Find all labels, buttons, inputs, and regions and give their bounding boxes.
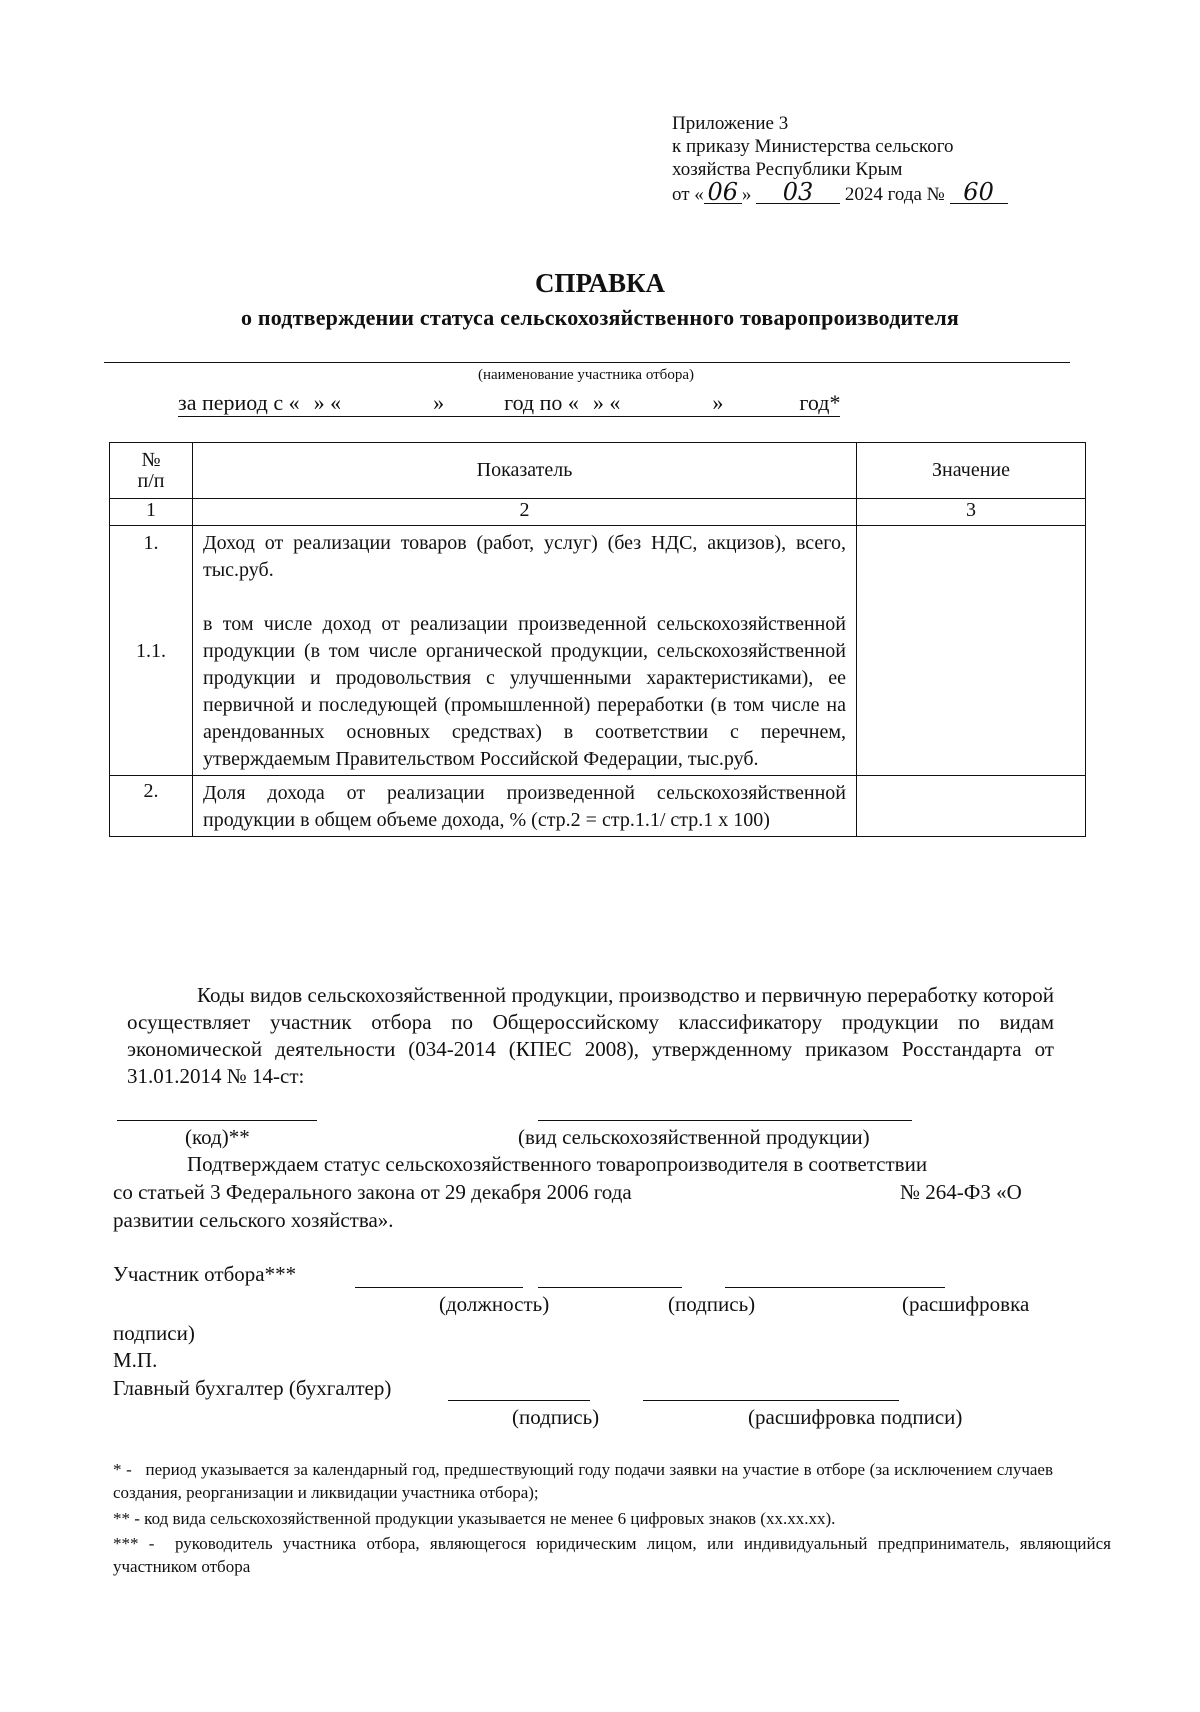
period-underlined: [178, 390, 840, 417]
signature-line: [538, 1287, 682, 1288]
code-line: [117, 1120, 317, 1121]
footnote-3-mark: *** -: [113, 1534, 155, 1553]
appendix-date-line: [672, 178, 1008, 206]
column-number-3: 3: [857, 499, 1086, 526]
row-1-text: Доход от реализации товаров (работ, услуг) (без НДС, акцизов), всего, тыс.руб.: [203, 532, 846, 581]
footnote-1-text: период указывается за календарный год, предшествующий году подачи заявки на участие в отборе (за исключением случаев создания, реорганизации и ликвидации участника отбора);: [113, 1460, 1053, 1502]
handwritten-number: 60: [950, 181, 1008, 204]
handwritten-day: 06: [704, 181, 742, 204]
year-text: 2024 года №: [844, 184, 945, 205]
decode-caption-b: подписи): [113, 1321, 195, 1345]
footnote-3-text: руководитель участника отбора, являющегося юридическим лицом, или индивидуальный предприниматель, являющийся участником отбора: [113, 1534, 1111, 1576]
table-header-row: [110, 443, 1086, 499]
date-prefix: от «: [672, 184, 704, 205]
confirm-line-3: развитии сельского хозяйства».: [113, 1208, 394, 1232]
appendix-line-1: Приложение 3: [672, 113, 789, 134]
participant-caption: (наименование участника отбора): [478, 367, 694, 383]
header-indicator: Показатель: [193, 443, 857, 499]
row-1-1-text: в том числе доход от реализации произведенной сельскохозяйственной продукции (в том числе органической продукции, сельскохозяйственной продукции и продовольствия с улучшенными характеристиками), ее первичной и последующей (промышленной) переработки (в том числе на арендованных основных средствах) в соответствии с перечнем, утверждаемым Правительством Российской Федерации, тыс.руб.: [203, 613, 846, 770]
period-q3: » «: [592, 390, 621, 415]
accountant-label: Главный бухгалтер (бухгалтер): [113, 1376, 392, 1400]
decode-line: [725, 1287, 945, 1288]
table-row: [110, 526, 1086, 776]
period-q2: »: [433, 390, 445, 415]
footnote-1-mark: * -: [113, 1460, 132, 1479]
row-indicator-text: [193, 526, 857, 776]
signature-caption: (подпись): [668, 1292, 756, 1316]
row-2-text: Доля дохода от реализации произведенной сельскохозяйственной продукции в общем объеме дохода, % (стр.2 = стр.1.1/ стр.1 х 100): [193, 776, 857, 837]
accountant-signature-caption: (подпись): [512, 1405, 600, 1429]
date-mid: »: [741, 184, 752, 205]
period-line: [178, 390, 840, 417]
position-caption: (должность): [439, 1292, 550, 1316]
footnote-2-text: код вида сельскохозяйственной продукции указывается не менее 6 цифровых знаков (хх.хх.хх).: [144, 1509, 836, 1528]
confirm-line-1: Подтверждаем статус сельскохозяйственного товаропроизводителя в соответствии: [187, 1152, 928, 1176]
participant-name-line: [104, 362, 1070, 363]
handwritten-month: 03: [756, 181, 840, 204]
decode-caption-a: (расшифровка: [902, 1292, 1030, 1316]
footnote-2-mark: ** -: [113, 1509, 140, 1528]
kind-caption: (вид сельскохозяйственной продукции): [518, 1125, 870, 1149]
codes-paragraph: Коды видов сельскохозяйственной продукции, производство и первичную переработку которой осуществляет участник отбора по Общероссийскому классификатору продукции по видам экономической деятельности (034-2014 (КПЕС 2008), утвержденному приказом Росстандарта от 31.01.2014 № 14-ст:: [127, 983, 1054, 1088]
table-column-numbers-row: [110, 499, 1086, 526]
stamp-label: М.П.: [113, 1348, 158, 1372]
column-number-2: 2: [193, 499, 857, 526]
appendix-line-2: к приказу Министерства сельского: [672, 136, 954, 157]
period-year-label: год по «: [504, 390, 579, 415]
appendix-line-3: хозяйства Республики Крым: [672, 159, 903, 180]
confirm-line-2a: со статьей 3 Федерального закона от 29 декабря 2006 года: [113, 1180, 632, 1204]
row-2-number: 2.: [110, 776, 193, 837]
period-from-label: за период с «: [178, 390, 300, 415]
document-title: СПРАВКА: [534, 268, 666, 298]
accountant-decode-caption: (расшифровка подписи): [748, 1405, 963, 1429]
footnote-2: [113, 1507, 835, 1530]
code-caption: (код)**: [185, 1125, 250, 1149]
row-numbers: 1. 1.1.: [110, 526, 193, 776]
header-number: № п/п: [110, 443, 193, 499]
footnote-3: [113, 1532, 1111, 1578]
appendix-block: [672, 112, 1008, 206]
period-q1: » «: [313, 390, 342, 415]
participant-label: Участник отбора***: [113, 1262, 297, 1286]
row-value: [857, 526, 1086, 776]
confirm-line-2b: № 264-ФЗ «О: [900, 1180, 1022, 1204]
header-value: Значение: [857, 443, 1086, 499]
footnote-1: [113, 1458, 1053, 1504]
position-line: [355, 1287, 523, 1288]
accountant-signature-line: [448, 1400, 590, 1401]
kind-line: [538, 1120, 912, 1121]
indicators-table: [109, 442, 1086, 837]
period-q4: »: [712, 390, 724, 415]
column-number-1: 1: [110, 499, 193, 526]
accountant-decode-line: [643, 1400, 899, 1401]
row-2-value: [857, 776, 1086, 837]
table-row: [110, 776, 1086, 837]
document-subtitle: о подтверждении статуса сельскохозяйственного товаропроизводителя: [240, 305, 960, 330]
period-year-end: год*: [799, 390, 841, 415]
